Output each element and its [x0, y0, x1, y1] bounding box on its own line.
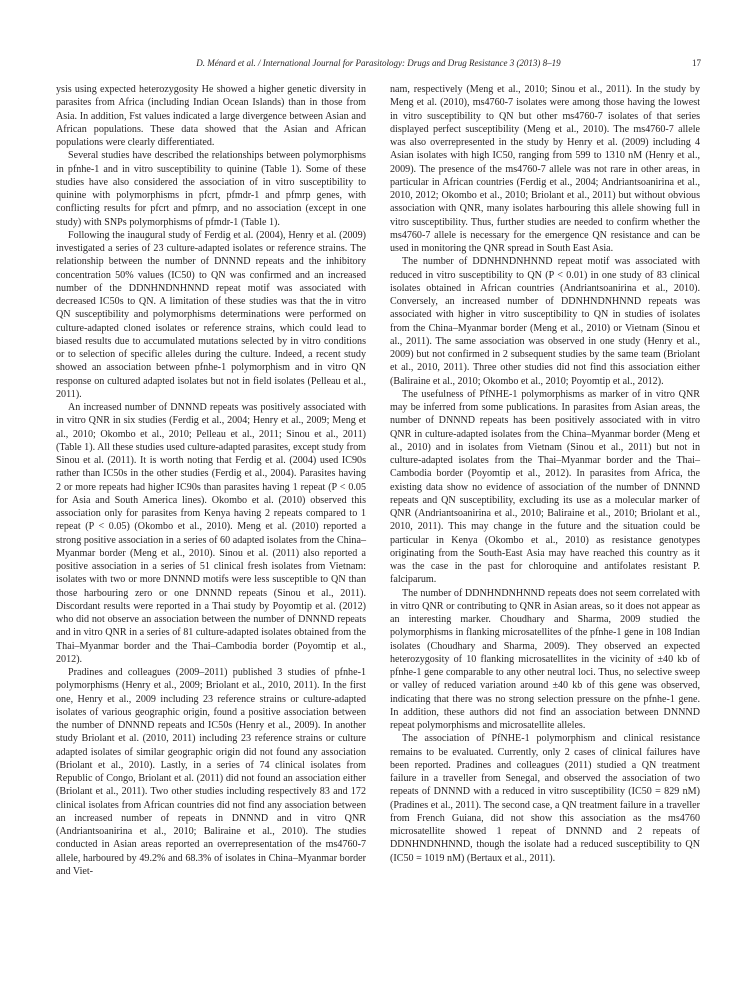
- paragraph: The number of DDNHNDNHNND repeats does not seem correlated with in vitro QNR or contributing to QNR in Asian areas, so it does not appear as an interesting marker. Choudhary and Sharma, 2009 studied the polymorphisms in flanking microsatellites of the pfnhe-1 gene in 108 Indian isolates (Choudhary and Sharma, 2009). They observed an expected heterozygosity of 10 flanking microsatellites in the vicinity of ±40 kb of pfnhe-1 gene comparable to any other neutral loci. Thus, no selective sweep or valley of reduced variation around ±40 kb of this gene was observed, indicating that there was no strong selection pressure on the pfnhe-1 gene. In addition, these authors did not find an association between DNNND repeat polymorphisms and microsatellite alleles.: [390, 587, 700, 731]
- paragraph: nam, respectively (Meng et al., 2010; Sinou et al., 2011). In the study by Meng et al. (2010), ms4760-7 isolates were among those having the lowest in vitro susceptibility to QN but other ms4760-7 isolates of that series displayed perfect susceptibility (Meng et al., 2010). The ms4760-7 allele was also overrepresented in the study by Henry et al. (2009) including 4 Asian isolates with high IC50, ranging from 599 to 1310 nM (Henry et al., 2009). The presence of the ms4760-7 allele was not rare in other areas, in particular in African countries (Ferdig et al., 2004; Andriantsoanirina et al., 2010, 2012; Okombo et al., 2010; Briolant et al., 2011) but without obvious association with QNR, many isolates harbouring this allele showing full in vitro susceptibility. Thus, further studies are needed to confirm whether the ms4760-7 allele is necessary for the emergence QN resistance and can be used in monitoring the QNR spread in South East Asia.: [390, 84, 700, 254]
- paragraph: The usefulness of PfNHE-1 polymorphisms as marker of in vitro QNR may be inferred from some publications. In parasites from Asian areas, the number of DNNND repeats has been positively associated with in vitro QNR in culture-adapted isolates from the China–Myanmar border (Meng et al., 2010) and in isolates from Vietnam (Sinou et al., 2011) but not in culture-adapted isolates from the Thai–Myanmar border and the Thai–Cambodia border (Poyomtip et al., 2012). In parasites from Africa, the existing data show no evidence of association of the number of DNNND repeats and QN susceptibility, excluding its use as a molecular marker of QNR (Andriantsoanirina et al., 2010; Baliraine et al., 2010; Briolant et al., 2010, 2011). This may change in the future and the situation could be particular in Kenya (Okombo et al., 2010) as resistance genotypes originating from the South-East Asia may have reached this country as it was the case in the past for chloroquine and antifolates resistant P. falciparum.: [390, 388, 700, 586]
- paragraph: An increased number of DNNND repeats was positively associated with in vitro QNR in six studies (Ferdig et al., 2004; Henry et al., 2009; Meng et al., 2010; Okombo et al., 2010; Pelleau et al., 2011; Sinou et al., 2011) (Table 1). All these studies used culture-adapted parasites, except study from Sinou et al. (2011). It is worth noting that Ferdig et al. (2004) used IC90s rather than IC50s in the other studies (Ferdig et al., 2004). Parasites having 2 or more repeats had higher IC90s than parasites having 1 repeat (P < 0.05 for Asia and South America lines). Okombo et al. (2010) observed this association only for parasites from Kenya having 2 repeats compared to 1 repeat (P < 0.05) (Okombo et al., 2010). Meng et al. (2010) reported a strong positive association in a series of 60 adapted isolates from the China–Myanmar border (Meng et al., 2010). Sinou et al. (2011) also reported a positive association in a series of 51 clinical fresh isolates from Vietnam: isolates with two or more DNNND motifs were less susceptible to QN than those harbouring zero or one DNNND repeats (Sinou et al., 2011). Discordant results were reported in a Thai study by Poyomtip et al. (2012) who did not observe an association between the number of DNNND repeats and in vitro QNR in a series of 81 culture-adapted isolates obtained from the Thai–Myanmar border and the Thai–Cambodia border (Poyomtip et al., 2012).: [56, 402, 366, 665]
- paragraph: Following the inaugural study of Ferdig et al. (2004), Henry et al. (2009) investigated a series of 23 culture-adapted isolates or reference strains. The relationship between the number of DNNND repeats and the inhibitory concentration 50% values (IC50) to QN was confirmed and an increased number of the DDNHNDNHNND repeat motif was associated with decreased IC50s to QN. A limitation of these studies was that the in vitro QN susceptibility and polymorphisms determinations were performed on culture-adapted cloned isolates or reference strains, which could lead to biased results due to accumulated mutations selected by in vitro conditions or to selection of specific alleles during the culture. Indeed, a recent study showed an association between pfnhe-1 polymorphism and in vitro QN response on cultured adapted isolates but not in field isolates (Pelleau et al., 2011).: [56, 229, 366, 400]
- paragraph: The number of DDNHNDNHNND repeat motif was associated with reduced in vitro susceptibility to QN (P < 0.01) in one study of 83 clinical isolates obtained in African countries (Andriantsoanirina et al., 2010). Conversely, an increased number of DDNHNDNHNND repeats was associated with higher in vitro susceptibility to QN in studies of isolates from the China–Myanmar border (Meng et al., 2010) or Vietnam (Sinou et al., 2011). The same association was observed in one study (Henry et al., 2009) but not confirmed in 2 subsequent studies by the same team (Briolant et al., 2010, 2011). Three other studies did not find this association either (Baliraine et al., 2010; Okombo et al., 2010; Poyomtip et al., 2012).: [390, 256, 700, 387]
- page-number: 17: [692, 58, 701, 68]
- right-column: [390, 83, 700, 865]
- left-column: [56, 83, 366, 878]
- running-title: D. Ménard et al. / International Journal for Parasitology: Drugs and Drug Resistance 3 (2013) 8–19: [196, 58, 561, 68]
- paragraph: ysis using expected heterozygosity He showed a higher genetic diversity in parasites from Africa (including Indian Ocean Islands) than in those from Asia. In addition, Fst values indicated a large divergence between Asian and African populations. These data showed that the Asian and African populations were clearly differentiated.: [56, 84, 366, 148]
- paragraph: Pradines and colleagues (2009–2011) published 3 studies of pfnhe-1 polymorphisms (Henry et al., 2009; Briolant et al., 2010, 2011). In the first one, Henry et al., 2009 including 23 reference strains or culture-adapted isolates of various geographic origin, found a positive association between the number of DNNND repeats and IC50s (Henry et al., 2009). In another study Briolant et al. (2010, 2011) including 23 reference strains or culture adapted isolates of similar geographic origin did not found any association (Briolant et al., 2010). Lastly, in a series of 74 clinical isolates from Republic of Congo, Briolant et al. (2011) did not found an association either (Briolant et al., 2011). Two other studies including respectively 83 and 172 clinical isolates from African countries did not find any association between an increased number of repeats in DNNND and in vitro QNR (Andriantsoanirina et al., 2010; Baliraine et al., 2010). The studies conducted in Asian areas reported an overrepresentation of the ms4760-7 allele, harboured by 49.2% and 68.3% of isolates in China–Myanmar border and Viet-: [56, 667, 366, 877]
- paragraph: Several studies have described the relationships between polymorphisms in pfnhe-1 and in vitro susceptibility to quinine (Table 1). Some of these studies have also considered the association of in vitro susceptibility to quinine with polymorphisms in pfcrt, pfmdr-1 and pfmrp genes, with conflicting results for pfcrt and pfmrp, and no association (except in one study) with SNPs polymorphisms of pfmdr-1 (Table 1).: [56, 150, 366, 228]
- running-head: [56, 58, 701, 72]
- paragraph: The association of PfNHE-1 polymorphism and clinical resistance remains to be evaluated. Currently, only 2 cases of clinical failures have been reported. Pradines and colleagues (2011) studied a QN treatment failure in a traveller from Senegal, and observed the association of two repeats of DNNND with a reduced in vitro susceptibility (IC50 = 829 nM) (Pradines et al., 2011). The second case, a QN treatment failure in a traveller from French Guiana, did not show this association as the ms4760 microsatellite showed 1 repeat of DNNND and 2 repeats of DDNHNDNHNND, though the isolate had a reduced susceptibility to QN (IC50 = 1019 nM) (Bertaux et al., 2011).: [390, 733, 700, 864]
